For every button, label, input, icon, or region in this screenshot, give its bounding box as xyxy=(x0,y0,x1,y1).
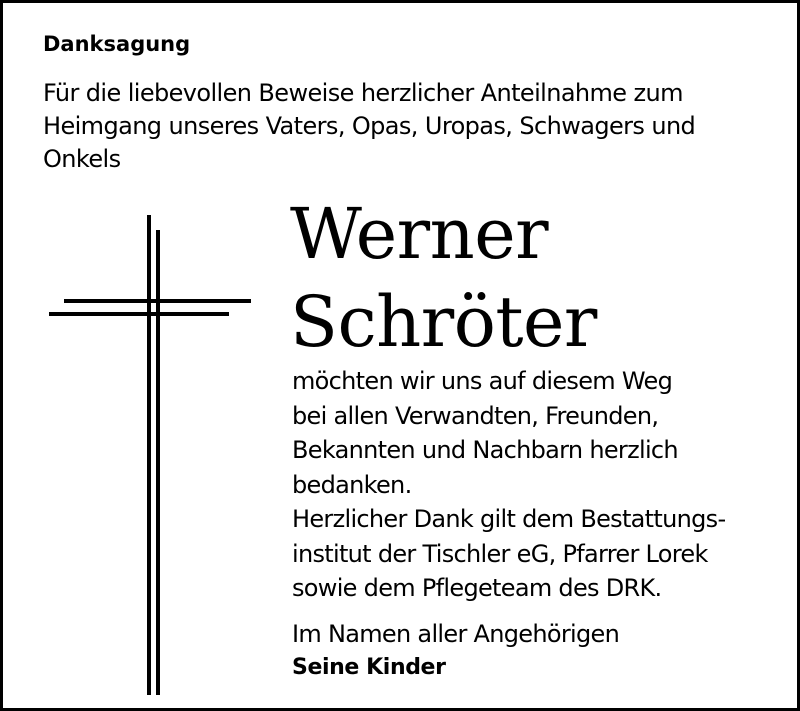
thanks-line: bei allen Verwandten, Freunden, xyxy=(292,401,659,430)
first-name: Werner xyxy=(290,193,549,275)
thanks-paragraph xyxy=(292,364,792,606)
cross-icon xyxy=(46,215,251,695)
signature: Seine Kinder xyxy=(292,655,446,680)
closing-line: Im Namen aller Angehörigen xyxy=(292,620,620,648)
thanks-line: Herzlicher Dank gilt dem Bestattungs- xyxy=(292,505,726,533)
last-name: Schröter xyxy=(290,281,597,363)
thanks-line: institut der Tischler eG, Pfarrer Lorek xyxy=(292,539,708,568)
thanks-line: möchten wir uns auf diesem Weg xyxy=(292,367,673,395)
notice-heading: Danksagung xyxy=(43,32,191,56)
deceased-name xyxy=(290,190,597,366)
thanks-line: sowie dem Pflegeteam des DRK. xyxy=(292,574,662,602)
intro-paragraph xyxy=(43,77,773,176)
intro-line: Onkels xyxy=(43,145,121,173)
intro-line: Heimgang unseres Vaters, Opas, Uropas, Schwagers und xyxy=(43,112,696,140)
thanks-line: bedanken. xyxy=(292,470,412,499)
closing-block xyxy=(292,617,619,685)
intro-line: Für die liebevollen Beweise herzlicher Anteilnahme zum xyxy=(43,79,683,107)
thanks-line: Bekannten und Nachbarn herzlich xyxy=(292,436,678,464)
